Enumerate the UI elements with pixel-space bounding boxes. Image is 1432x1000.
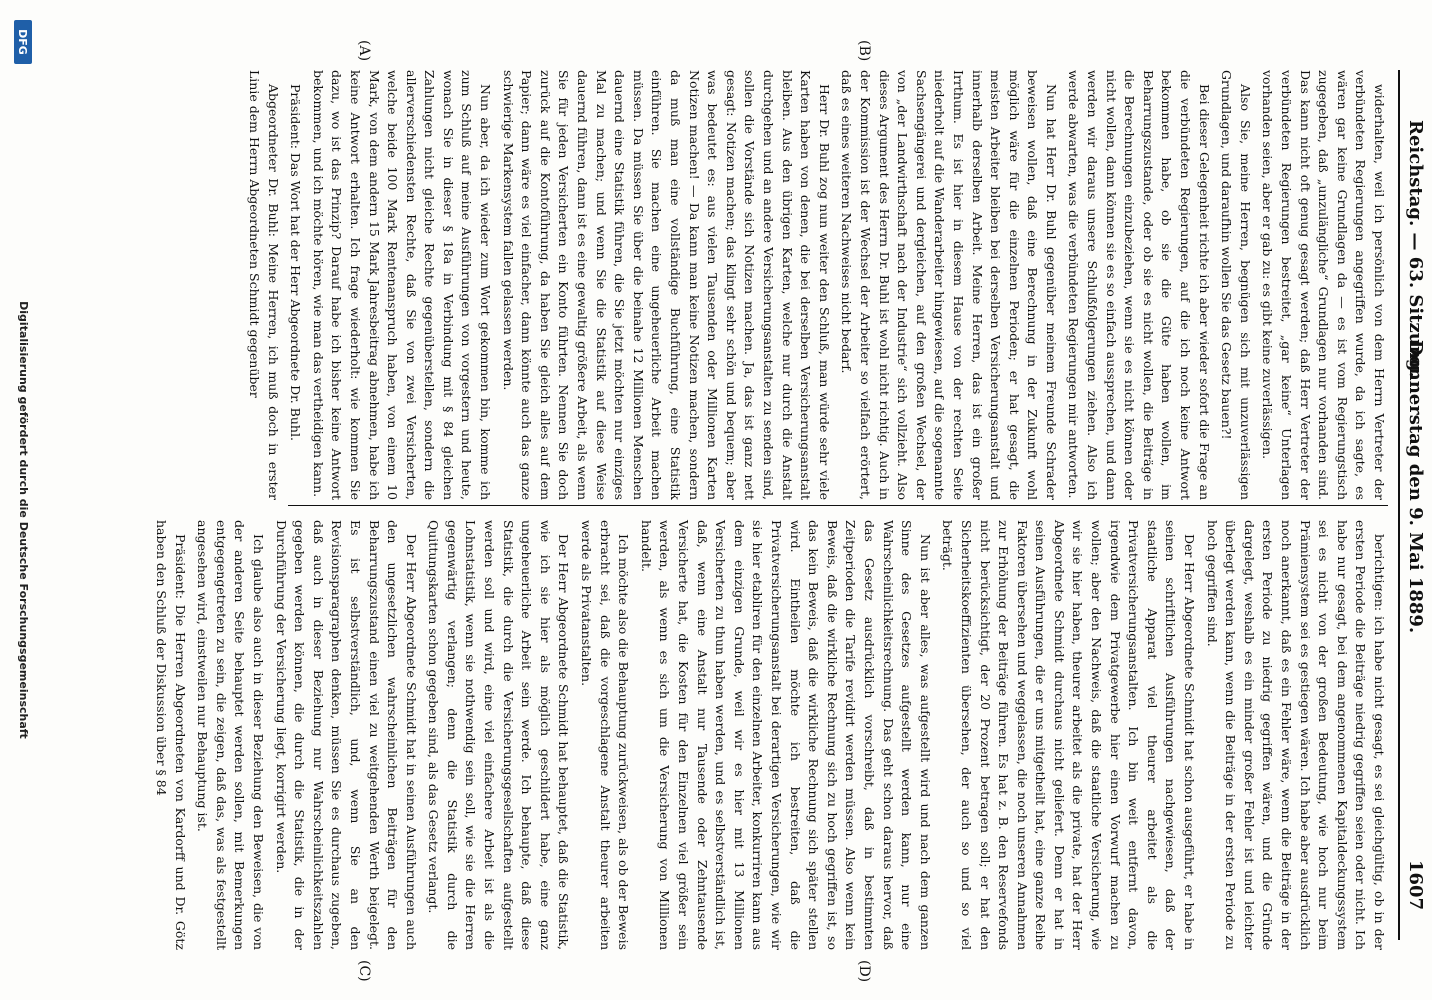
paragraph: Ich möchte also die Behauptung zurückweisen, als ob der Beweis erbracht sei, daß die vorgeschlagene Anstalt theurer arbeiten werde als Privatanstalten. <box>579 520 632 950</box>
margin-mark-c: (C) <box>356 960 372 982</box>
paragraph: Nun hat Herr Dr. Buhl gegenüber meinem Freunde Schrader beweisen wollen, daß eine Berechnung in der Zukunft wohl möglich wäre für die einzelnen Perioden; er hat gesagt, die meisten Arbeiter bleiben bei derselben Versicherungsanstalt und innerhalb derselben Arbeit. Meine Herren, das ist ein großer Irrthum. Es ist hier in diesem Hause von der rechten Seite niederholt auf die Wanderarbeiter hingewiesen, auf die sogenannte Sachsengängerei und dergleichen, auf den großen Wechsel, der von „der Landwirthschaft nach der Industrie“ sich vollzieht. Also dieses Argument des Herrn Dr. Buhl ist wohl nicht richtig. Auch in der Kommission ist der Wechsel der Arbeiter so vielfach erörtert, daß es eines weiteren Nachweises nicht bedarf. <box>839 70 1059 500</box>
dfg-logo: DFG <box>14 20 32 64</box>
paragraph: Bei dieser Gelegenheit richte ich aber wieder sofort die Frage an die verbündeten Regierungen, auf die ich noch keine Antwort bekommen habe, ob sie die Güte haben wollen, im Beharrungszustande, oder ob sie es nicht wollen, die Beiträge in die Berechnungen einzubeziehen, wenn sie es nicht können oder nicht wollen, dann können sie es so einfach aussprechen, und dann werden wir daraus unsere Schlußfolgerungen ziehen. Also ich werde abwarten, was die verbündeten Regierungen mir antworten. <box>1066 70 1212 500</box>
digitization-credit: Digitalisierung gefördert durch die Deutsche Forschungsgemeinschaft <box>17 301 30 739</box>
paragraph: widerhalten, weil ich persönlich von dem Herrn Vertreter der verbündeten Regierungen angegriffen wurde, da ich sagte, es wären gar keine Grundlagen da — es ist vom Regierungstisch zugegeben, daß „unzulängliche“ Grundlagen nur vorhanden sind. Das kann nicht oft genug gesagt werden; daß Herr Vertreter der verbündeten Regierungen bestreitet, „gar keine“ Unterlagen vorhanden seien, aber er gab zu: es gibt keine zuverlässigen. <box>1260 70 1387 500</box>
paragraph: Präsident: Das Wort hat der Herr Abgeordnete Dr. Buhl. <box>288 84 304 441</box>
running-header-date: Donnerstag den 9. Mai 1889. <box>1405 340 1426 634</box>
paragraph: berichtigen: ich habe nicht gesagt, es sei gleichgültig, ob in der ersten Periode die Beiträge niedrig gegriffen seien oder nicht. Ich habe nur gesagt, bei dem angenommenen Kapitaldeckungssystem sei es nicht von der großen Bedeutung, wie hoch nur beim Prämiensystem sei es gestiegen wären. Ich habe aber ausdrücklich noch anerkannt, daß es ein Fehler wäre, wenn die Beiträge in der ersten Periode zu niedrig gegriffen wären, und die Gründe dargelegt, weshalb es ein minder großer Fehler ist und leichter überlegt werden kann, wenn die Beiträge in der ersten Periode zu hoch gegriffen sind. <box>1204 520 1387 950</box>
page-number: 1607 <box>1405 860 1426 911</box>
margin-mark-d: (D) <box>856 960 872 983</box>
paragraph: Nun aber, da ich wieder zum Wort gekommen bin, komme ich zum Schluß auf meine Ausführungen von vorgestern und heute, wonach Sie in dieser § 18a in Verbindung mit § 84 gleichen Zahlungen nicht gleiche Rechte gegenüberstellen, sondern die allerverschiedensten Rechte, daß Sie von zwei Versicherten, welche beide 100 Mark Rentenanspruch haben, von einem 10 Mark, von dem andern 15 Mark Jahresbeitrag abnehmen, habe ich keine Antwort erhalten. Ich frage wiederholt: wie kommen Sie dazu, wo ist das Prinzip? Darauf habe ich bisher keine Antwort bekommen, und ich möchte hören, wie man das vertheidigen kann. <box>310 70 494 500</box>
paragraph: Abgeordneter Dr. Buhl: Meine Herren, ich muß doch in erster Linie dem Herrn Abgeordneten Schmidt gegenüber <box>246 70 281 500</box>
paragraph: Herr Dr. Buhl zog nun weiter den Schluß, man würde sehr viele Karten haben von denen, die bei derselben Versicherungsanstalt bleiben. Aus den übrigen Karten, welche nur durch die Anstalt durchgehen und an andere Versicherungsanstalten zu senden sind, sollen die Vorstände sich Notizen machen. Ja, das ist ganz nett gesagt: Notizen machen; das klingt sehr schön und bequem; aber was bedeutet es: aus vielen Tausenden oder Millionen Karten Notizen machen! — Da kann man keine Notizen machen, sondern da muß man eine vollständige Buchführung, eine Statistik einführen. Sie machen eine ungeheuerliche Arbeit machen müssen. Da müssen Sie über die beinahe 12 Millionen Menschen dauernd eine Statistik führen, die Sie jetzt möchten nur einziges Mal zu machen; und wenn Sie die Statistik auf diese Weise dauernd führen, dann ist es eine gewaltig größere Arbeit, als wenn Sie für jeden Versicherten ein Konto führten. Nennen Sie doch zurück auf die Kontoführung, da haben Sie gleich alles auf dem Papier; dann wäre es viel einfacher, dann könnte auch das ganze schwierige Markensystem fallen gelassen werden. <box>500 70 832 500</box>
running-header-session: Reichstag. — 63. Sitzung. <box>1405 120 1426 378</box>
text-column-left <box>246 70 1388 500</box>
paragraph: Nun ist aber alles, was aufgestellt wird und nach dem ganzen Sinne des Gesetzes aufgestellt werden kann, nur eine Wahrscheinlichkeitsrechnung. Das geht schon daraus hervor, daß das Gesetz ausdrücklich vorschreibt, daß in bestimmten Zeitperioden die Tarife revidirt werden müssen. Also wenn kein Beweis, daß die wirkliche Rechnung sich zu hoch gegriffen ist, so das kein Beweis, daß die wirkliche Rechnung sich später stellen wird. Eintheilen möchte ich bestreiten, daß die Privatversicherungsanstalt bei derartigen Versicherungen, wie wir sie hier etabliren für den einzelnen Arbeiter, konkurriren kann aus dem einzigen Grunde, weil wir es hier mit 13 Millionen Versicherten zu thun haben werden, und es selbstverständlich ist, daß, wenn eine Anstalt nur Tausende oder Zehntausende Versicherte hat, die Kosten für den Einzelnen viel größer sein werden, als wenn es sich um die Versicherung von Millionen handelt. <box>638 520 933 950</box>
header-rule <box>1398 70 1400 940</box>
paragraph: Also Sie, meine Herren, begnügen sich mit unzuverlässigen Grundlagen, und daraufhin wollen Sie das Gesetz bauen?! <box>1219 70 1253 500</box>
paragraph: Präsident: Die Herren Abgeordneten von Kardorff und Dr. Götz haben den Schluß der Diskussion über § 84 <box>154 520 188 950</box>
margin-mark-b: (B) <box>856 40 872 62</box>
margin-mark-a: (A) <box>356 40 372 62</box>
paragraph: Der Herr Abgeordnete Schmidt hat behauptet, daß die Statistik, wie ich sie hier als möglich geschildert habe, eine ganz ungeheuerliche Arbeit sein werde. Ich behaupte, daß diese Statistik, die durch die Versicherungsgesellschaften aufgestellt werden soll und wird, eine viel einfachere Arbeit ist als die Lohnstatistik, wenn sie nothwendig sein soll, wie sie die Herren gegenwärtig verlangen; denn die Statistik durch die Quittungskarten schon gegeben sind, als das Gesetz verlangt. <box>426 520 572 950</box>
paragraph: Der Herr Abgeordnete Schmidt hat in seinen Ausführungen auch den ungesetzlichen wahrscheinlichen Beiträgen für den Beharrungszustand einen viel zu weitgehenden Werth beigelegt. Es ist selbstverständlich, und, wenn Sie an den Revisionsparagraphen denken, müssen Sie es durchaus zugeben, daß auch in dieser Beziehung nur Wahrscheinlichkeitszahlen gegeben werden können, die durch die Statistik, die in der Durchführung der Versicherung liegt, korrigirt werden. <box>273 520 419 950</box>
paragraph: Der Herr Abgeordnete Schmidt hat schon ausgeführt, er habe in seinen schriftlichen Ausführungen nachgewiesen, daß der staatliche Apparat viel theurer arbeitet als die Privatversicherungsanstalten. Ich bin weit entfernt davon, irgendwie dem Privatgewerbe hier einen Vorwurf machen zu wollen; aber den Nachweis, daß die staatliche Versicherung, wie wir sie hier haben, theurer arbeitet als die private, hat der Herr Abgeordnete Schmidt durchaus nicht geliefert. Denn er hat in seinen Ausführungen, die er uns mitgetheilt hat, eine ganze Reihe Faktoren übersehen und weggelassen, die noch unseren Annahmen zur Erhöhung der Beiträge führen. Es hat z. B. den Reservefonds nicht berücksichtigt, der 20 Prozent betragen soll; er hat den Sicherheitskoeffizienten übersehen, der auch so und so viel beträgt. <box>940 520 1198 950</box>
paragraph: Ich glaube also auch in dieser Beziehung den Beweisen, die von der anderen Seite behauptet werden sollen, mit Bemerkungen entgegengetreten zu sein, die zeigen, daß das, was als festgestellt angesehen wird, einstweilen nur Behauptung ist. <box>195 520 266 950</box>
text-column-right <box>154 520 1388 950</box>
column-divider <box>288 505 1388 506</box>
